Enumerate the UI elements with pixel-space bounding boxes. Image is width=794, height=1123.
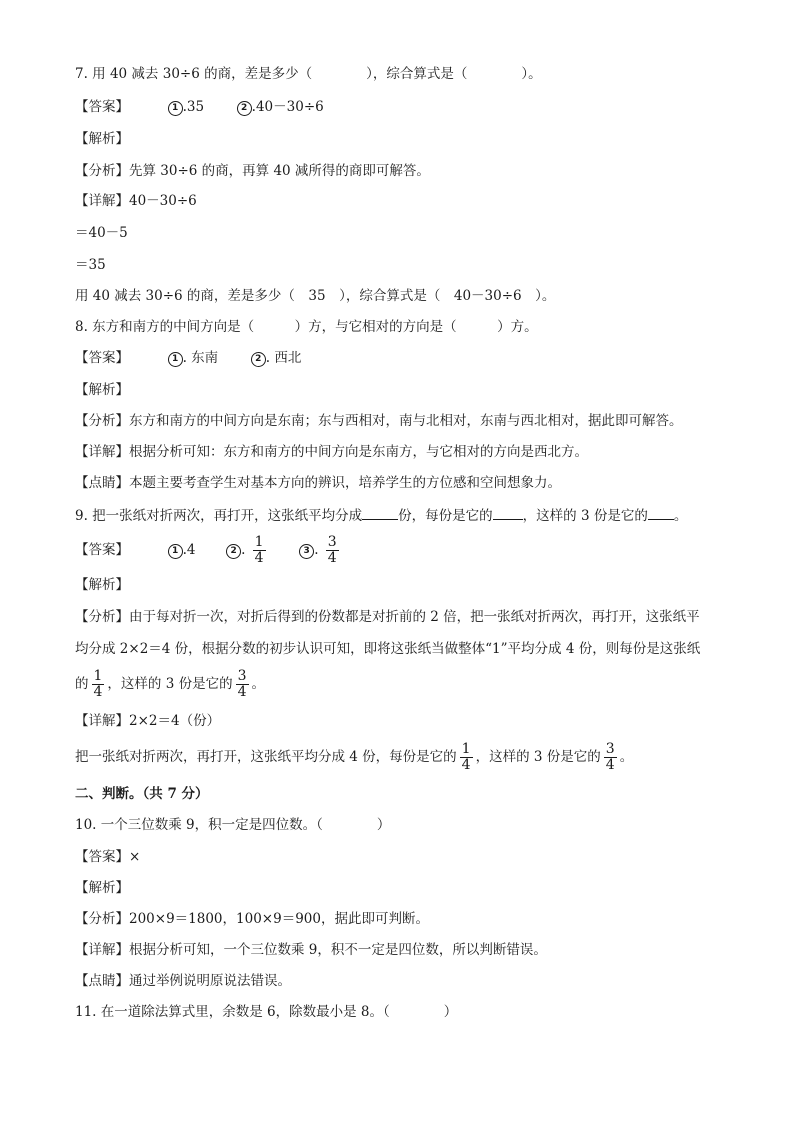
circled-number-1: 1: [168, 352, 183, 367]
q9-question: [75, 505, 687, 526]
answer-blank: [362, 505, 398, 520]
q9-fenxi-3: [75, 666, 265, 702]
q7-xiangjie: 【详解】40－30÷6: [75, 193, 197, 209]
circled-number-3: 3: [299, 544, 314, 559]
answer-blank: [493, 505, 523, 520]
q7-answer: [75, 97, 324, 117]
q7-conclusion: 用 40 减去 30÷6 的商，差是多少（ 35 ），综合算式是（ 40－30÷6 ）。: [75, 288, 556, 304]
q9-question-part: ，这样的 3 份是它的: [522, 508, 648, 524]
fraction-three-quarters: $\frac{3}{4}$: [237, 668, 247, 700]
text: 把一张纸对折两次，再打开，这张纸平均分成 4 份，每份是它的: [75, 749, 457, 765]
q9-question-part: 。: [673, 508, 688, 524]
q8-jiexi: 【解析】: [75, 382, 129, 398]
circled-number-2: 2: [237, 101, 252, 116]
circled-number-2: 2: [251, 352, 266, 367]
text: ，这样的 3 份是它的: [475, 749, 601, 765]
q11-question: 11. 在一道除法算式里，余数是 6，除数最小是 8。（ ）: [75, 1004, 458, 1020]
q10-question: 10. 一个三位数乘 9，积一定是四位数。（ ）: [75, 817, 391, 833]
q8-dianjing: 【点睛】本题主要考查学生对基本方向的辨识，培养学生的方位感和空间想象力。: [75, 475, 561, 491]
q9-ans1: .4: [182, 542, 196, 558]
text: 的: [75, 676, 89, 692]
fraction-one-quarter: $\frac{1}{4}$: [254, 534, 264, 566]
q8-question: 8. 东方和南方的中间方向是（ ）方，与它相对的方向是（ ）方。: [75, 319, 538, 335]
text: 。: [251, 676, 266, 692]
q9-xiangjie: 【详解】2×2＝4（份）: [75, 713, 221, 729]
q10-jiexi: 【解析】: [75, 880, 129, 896]
q10-xiangjie: 【详解】根据分析可知，一个三位数乘 9，积不一定是四位数，所以判断错误。: [75, 942, 547, 958]
q8-answer: [75, 348, 301, 368]
q10-dianjing: 【点睛】通过举例说明原说法错误。: [75, 973, 291, 989]
q7-ans2: .40－30÷6: [251, 99, 324, 115]
circled-number-1: 1: [168, 101, 183, 116]
q7-ans1: .35: [182, 99, 205, 115]
q9-fenxi-1: 【分析】由于每对折一次，对折后得到的份数都是对折前的 2 倍，把一张纸对折两次，再打开，这张纸平: [75, 609, 700, 625]
q9-question-part: 份，每份是它的: [398, 508, 493, 524]
q9-jiexi: 【解析】: [75, 577, 129, 593]
section-title: 二、判断。（共 7 分）: [75, 786, 209, 802]
q7-jiexi: 【解析】: [75, 131, 129, 147]
circled-number-2: 2: [226, 544, 241, 559]
q7-step1: ＝40－5: [75, 225, 128, 241]
q8-xiangjie: 【详解】根据分析可知：东方和南方的中间方向是东南方，与它相对的方向是西北方。: [75, 444, 588, 460]
text: ，这样的 3 份是它的: [107, 676, 233, 692]
q7-question: 7. 用 40 减去 30÷6 的商，差是多少（ ），综合算式是（ ）。: [75, 66, 542, 82]
answer-tag: 【答案】: [75, 99, 129, 115]
q10-answer: 【答案】×: [75, 849, 141, 865]
q7-step2: ＝35: [75, 257, 106, 273]
q9-question-part: 9. 把一张纸对折两次，再打开，这张纸平均分成: [75, 508, 363, 524]
q7-fenxi: 【分析】先算 30÷6 的商，再算 40 减所得的商即可解答。: [75, 163, 430, 179]
q8-ans1: . 东南: [182, 350, 219, 366]
fraction-three-quarters: $\frac{3}{4}$: [327, 534, 337, 566]
fraction-one-quarter: $\frac{1}{4}$: [93, 668, 103, 700]
q9-fenxi-2: 均分成 2×2＝4 份，根据分数的初步认识可知，即将这张纸当做整体“1”平均分成 4 份，则每份是这张纸: [75, 641, 701, 657]
answer-tag: 【答案】: [75, 542, 129, 558]
circled-number-1: 1: [168, 544, 183, 559]
answer-blank: [648, 505, 674, 520]
text: 。: [619, 749, 634, 765]
q9-conclusion: [75, 739, 633, 775]
q9-answer: 【答案】 1 .4 2 . $\frac{1}{4}$ 3 . $\frac{3}{4}$: [75, 534, 337, 566]
fraction-one-quarter: $\frac{1}{4}$: [461, 741, 471, 773]
answer-tag: 【答案】: [75, 350, 129, 366]
fraction-three-quarters: $\frac{3}{4}$: [605, 741, 615, 773]
q8-ans2: . 西北: [265, 350, 302, 366]
q8-fenxi: 【分析】东方和南方的中间方向是东南；东与西相对，南与北相对，东南与西北相对，据此即可解答。: [75, 413, 683, 429]
q10-fenxi: 【分析】200×9＝1800，100×9＝900，据此即可判断。: [75, 911, 429, 927]
